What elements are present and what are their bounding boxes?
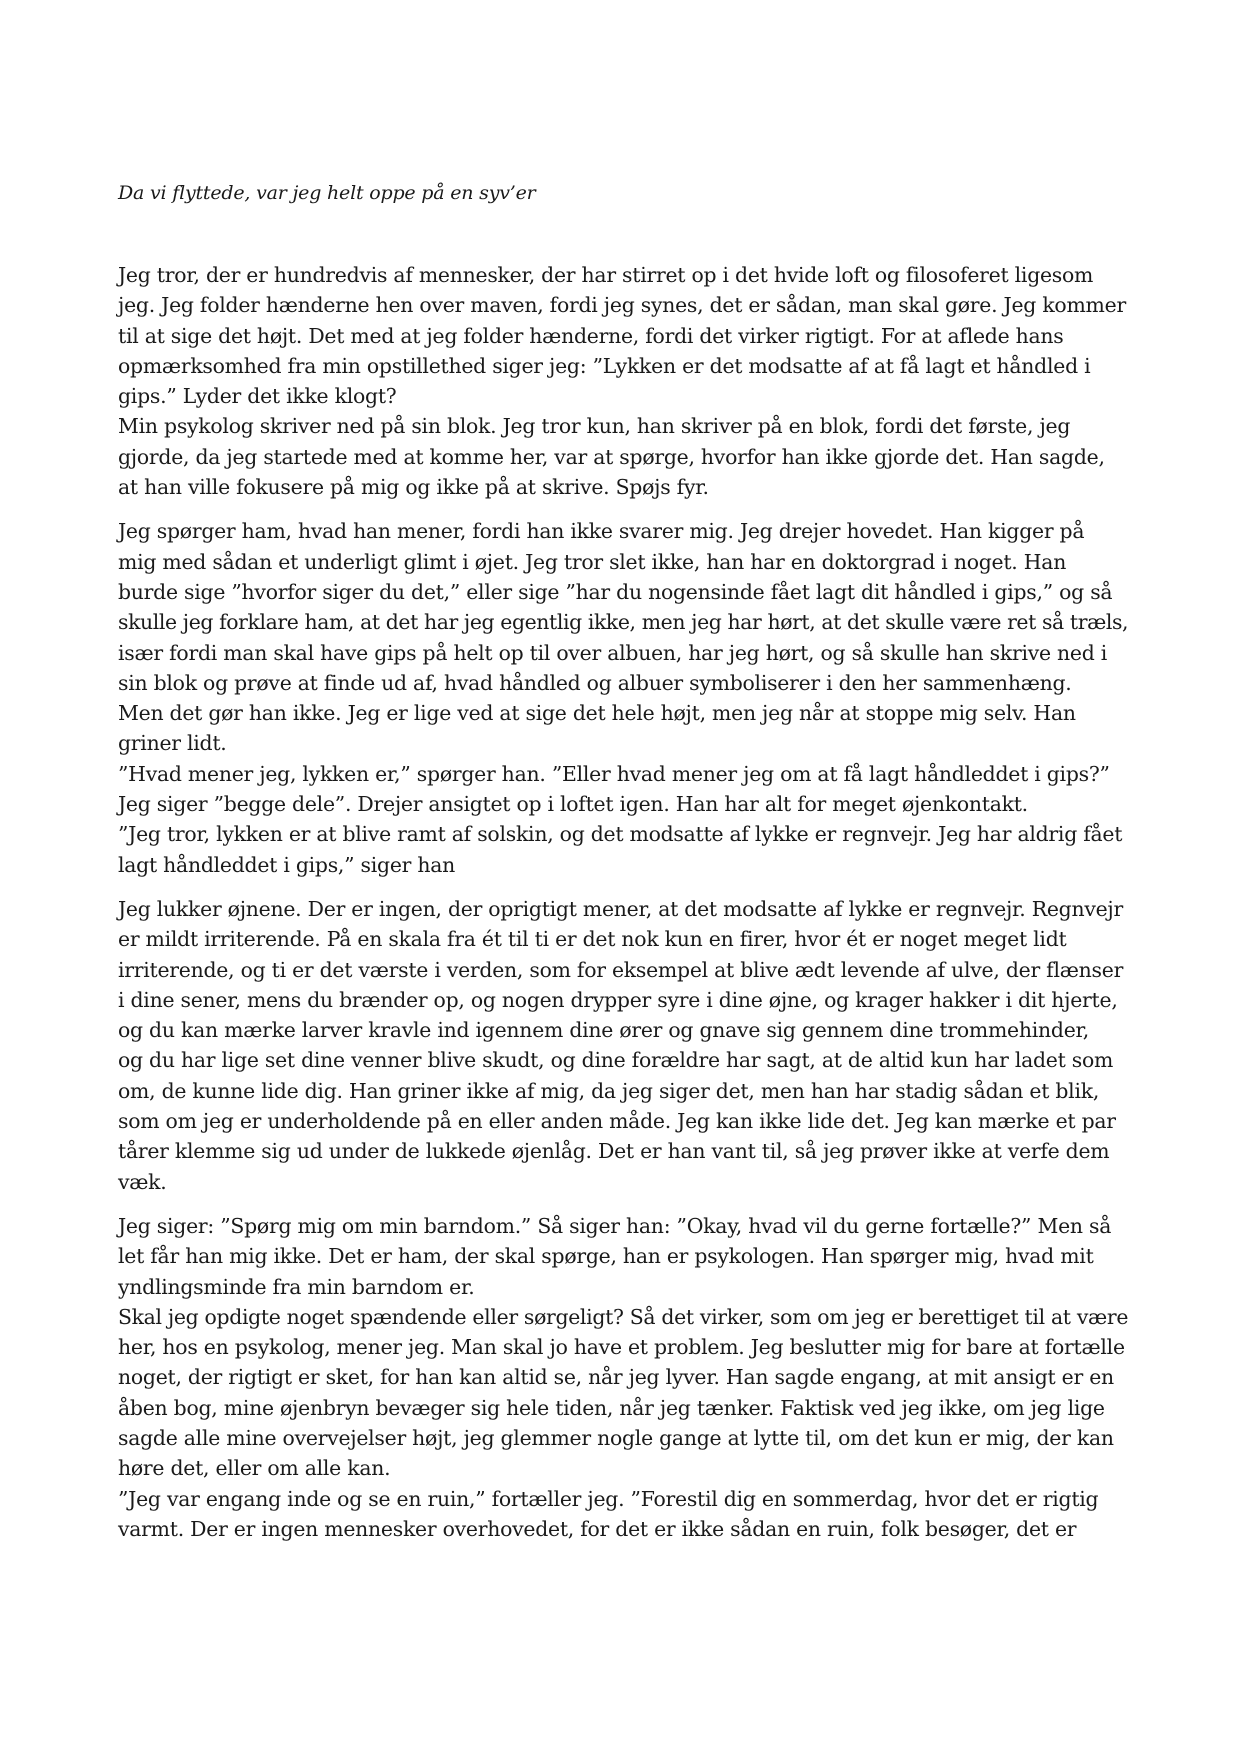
text-line: ”Hvad mener jeg, lykken er,” spørger han. ”Eller hvad mener jeg om at få lagt håndleddet i gips?”: [118, 761, 1110, 786]
text-line: gips.” Lyder det ikke klogt?: [118, 384, 397, 409]
paragraph: [118, 894, 1130, 1197]
text-line: om, de kunne lide dig. Han griner ikke af mig, da jeg siger det, men han har stadig sådan et blik,: [118, 1078, 1100, 1103]
text-line: varmt. Der er ingen mennesker overhovedet, for det er ikke sådan en ruin, folk besøger, det er: [118, 1516, 1077, 1541]
text-line: jeg. Jeg folder hænderne hen over maven, fordi jeg synes, det er sådan, man skal gøre. Jeg kommer: [118, 293, 1126, 318]
text-line: griner lidt.: [118, 731, 227, 756]
text-line: ”Jeg var engang inde og se en ruin,” fortæller jeg. ”Forestil dig en sommerdag, hvor det er rigtig: [118, 1486, 1099, 1511]
text-line: Min psykolog skriver ned på sin blok. Jeg tror kun, han skriver på en blok, fordi det første, jeg: [118, 414, 1071, 439]
document-title: Da vi flyttede, var jeg helt oppe på en syv’er: [118, 182, 536, 204]
text-line: ”Jeg tror, lykken er at blive ramt af solskin, og det modsatte af lykke er regnvejr. Jeg har aldrig fået: [118, 822, 1123, 847]
text-line: Jeg spørger ham, hvad han mener, fordi han ikke svarer mig. Jeg drejer hovedet. Han kigger på: [118, 519, 1085, 544]
text-line: Skal jeg opdigte noget spændende eller sørgeligt? Så det virker, som om jeg er berettiget til at være: [118, 1304, 1129, 1329]
text-line: noget, der rigtigt er sket, for han kan altid se, når jeg lyver. Han sagde engang, at mit ansigt er en: [118, 1365, 1114, 1390]
document-page: [118, 178, 1130, 1544]
text-line: mig med sådan et underligt glimt i øjet. Jeg tror slet ikke, han har en doktorgrad i noget. Han: [118, 549, 1067, 574]
text-line: tårer klemme sig ud under de lukkede øjenlåg. Det er han vant til, så jeg prøver ikke at verfe dem: [118, 1139, 1110, 1164]
paragraph: [118, 1211, 1130, 1302]
text-line: burde sige ”hvorfor siger du det,” eller sige ”har du nogensinde fået lagt dit håndled i gips,” og så: [118, 579, 1113, 604]
text-line: især fordi man skal have gips på helt op til over albuen, har jeg hørt, og så skulle han skrive ned i: [118, 640, 1108, 665]
text-line: opmærksomhed fra min opstillethed siger jeg: ”Lykken er det modsatte af at få lagt et håndled i: [118, 353, 1091, 378]
paragraph: [118, 516, 1130, 758]
text-line: yndlingsminde fra min barndom er.: [118, 1274, 475, 1299]
text-line: og du har lige set dine venner blive skudt, og dine forældre har sagt, at de altid kun har ladet som: [118, 1048, 1114, 1073]
text-line: som om jeg er underholdende på en eller anden måde. Jeg kan ikke lide det. Jeg kan mærke et par: [118, 1109, 1116, 1134]
paragraph: [118, 411, 1130, 502]
text-line: sin blok og prøve at finde ud af, hvad håndled og albuer symboliserer i den her sammenhæng.: [118, 670, 1072, 695]
text-line: gjorde, da jeg startede med at komme her, var at spørge, hvorfor han ikke gjorde det. Han sagde,: [118, 444, 1105, 469]
text-line: er mildt irriterende. På en skala fra ét til ti er det nok kun en firer, hvor ét er noget meget lidt: [118, 927, 1067, 952]
text-line: Men det gør han ikke. Jeg er lige ved at sige det hele højt, men jeg når at stoppe mig selv. Han: [118, 701, 1076, 726]
text-line: væk.: [118, 1169, 167, 1194]
text-line: høre det, eller om alle kan.: [118, 1456, 391, 1481]
text-line: til at sige det højt. Det med at jeg folder hænderne, fordi det virker rigtigt. For at aflede hans: [118, 323, 1064, 348]
text-line: let får han mig ikke. Det er ham, der skal spørge, han er psykologen. Han spørger mig, hvad mit: [118, 1244, 1094, 1269]
text-line: lagt håndleddet i gips,” siger han: [118, 852, 456, 877]
paragraph: [118, 1302, 1130, 1484]
text-line: at han ville fokusere på mig og ikke på at skrive. Spøjs fyr.: [118, 475, 709, 500]
text-line: skulle jeg forklare ham, at det har jeg egentlig ikke, men jeg har hørt, at det skulle være ret så træls,: [118, 610, 1129, 635]
text-line: og du kan mærke larver kravle ind igennem dine ører og gnave sig gennem dine trommehinder,: [118, 1018, 1090, 1043]
paragraph: [118, 759, 1130, 820]
text-line: åben bog, mine øjenbryn bevæger sig hele tiden, når jeg tænker. Faktisk ved jeg ikke, om jeg lige: [118, 1395, 1105, 1420]
document-body: [118, 260, 1130, 1544]
paragraph: [118, 819, 1130, 880]
text-line: irriterende, og ti er det værste i verden, som for eksempel at blive ædt levende af ulve, der flænser: [118, 957, 1124, 982]
text-line: Jeg tror, der er hundredvis af mennesker, der har stirret op i det hvide loft og filosoferet ligesom: [118, 263, 1094, 287]
paragraph: [118, 260, 1130, 411]
text-line: sagde alle mine overvejelser højt, jeg glemmer nogle gange at lytte til, om det kun er mig, der kan: [118, 1425, 1114, 1450]
paragraph: [118, 1484, 1130, 1545]
text-line: her, hos en psykolog, mener jeg. Man skal jo have et problem. Jeg beslutter mig for bare at fortælle: [118, 1335, 1125, 1360]
text-line: i dine sener, mens du brænder op, og nogen drypper syre i dine øjne, og krager hakker i dit hjerte,: [118, 987, 1118, 1012]
text-line: Jeg siger ”begge dele”. Drejer ansigtet op i loftet igen. Han har alt for meget øjenkontakt.: [118, 792, 1028, 817]
text-line: Jeg siger: ”Spørg mig om min barndom.” Så siger han: ”Okay, hvad vil du gerne fortælle?” Men så: [118, 1213, 1112, 1238]
text-line: Jeg lukker øjnene. Der er ingen, der oprigtigt mener, at det modsatte af lykke er regnvejr. Regnvejr: [118, 896, 1123, 921]
